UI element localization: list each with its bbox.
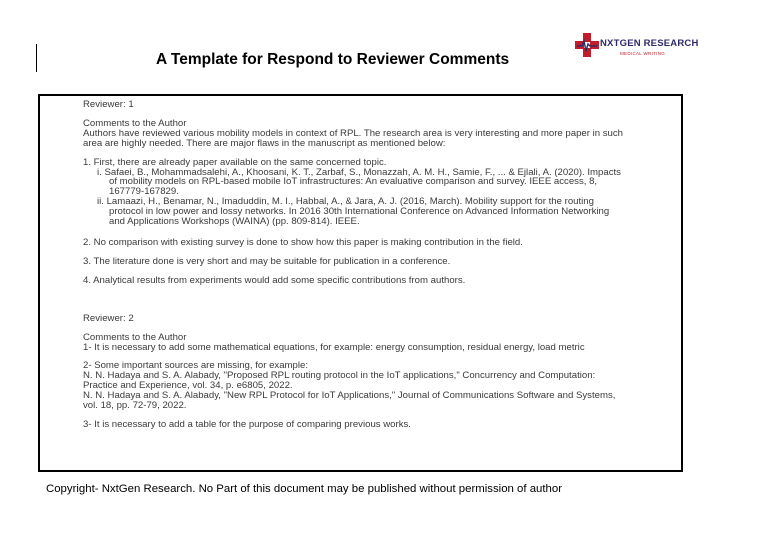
nxtgen-logo	[574, 28, 704, 68]
source-item: N. N. Hadaya and S. A. Alabady, "New RPL Protocol for IoT Applications," Journal of Communications Software and Systems, vol. 18, pp. 72-79, 2022.	[83, 390, 616, 412]
reference-list	[83, 168, 623, 227]
reviewer-1-point-2: 2. No comparison with existing survey is done to show how this paper is making contribution in the field.	[83, 236, 523, 248]
reviewer-1-point-4: 4. Analytical results from experiments would add some specific contributions from authors.	[83, 274, 466, 286]
plus-cross-logo-icon	[574, 32, 600, 58]
reviewer-1-heading: Reviewer: 1	[83, 99, 134, 110]
reviewer-2-heading: Reviewer: 2	[83, 312, 134, 324]
reviewer-comments	[83, 100, 623, 430]
reference-item: i. Safaei, B., Mohammadsalehi, A., Khoosani, K. T., Zarbaf, S., Monazzah, A. M. H., Samie, F., ... & Ejlali, A. (2020). Impacts of mobility models on RPL-based mobile IoT infrastructures: An evaluative comparison and survey. IEEE access, 8, 167779-167829.	[97, 166, 621, 198]
reference-item: ii. Lamaazi, H., Benamar, N., Imaduddin, M. I., Habbal, A., & Jara, A. J. (2016, March). Mobility support for the routing protocol in low power and lossy networks. In 2016 30th International Conference on Advanced Information Networking and Applications Workshops (WAINA) (pp. 809-814). IEEE.	[97, 196, 610, 228]
reviewer-1-point-3: 3. The literature done is very short and may be suitable for publication in a conference.	[83, 255, 451, 267]
reviewer-2-point-2: 2- Some important sources are missing, for example:	[83, 360, 309, 372]
source-item: N. N. Hadaya and S. A. Alabady, "Proposed RPL routing protocol in the IoT applications," Concurrency and Computation: Practice and Experience, vol. 34, p. e6805, 2022.	[83, 370, 596, 392]
page-title: A Template for Respond to Reviewer Comments	[156, 51, 510, 68]
reviewer-2-point-3: 3- It is necessary to add a table for the purpose of comparing previous works.	[83, 418, 411, 430]
reviewer-2-point-1: 1- It is necessary to add some mathematical equations, for example: energy consumption, residual energy, load metric	[83, 341, 585, 353]
reviewer-1-intro: Authors have reviewed various mobility models in context of RPL. The research area is very interesting and more paper in such area are highly needed. There are major flaws in the manuscript as mentioned below:	[83, 127, 624, 149]
margin-rule	[36, 44, 37, 72]
copyright-footer: Copyright- NxtGen Research. No Part of this document may be published without permission of author	[46, 483, 562, 495]
logo-tagline: MEDICAL WRITING	[620, 51, 666, 56]
reviewer-1-comments-heading: Comments to the Author	[83, 117, 187, 129]
logo-brand-text: NXTGEN RESEARCH	[600, 38, 699, 49]
reviewer-1-point-1: 1. First, there are already paper available on the same concerned topic.	[83, 156, 387, 168]
reviewer-2-comments-heading: Comments to the Author	[83, 331, 187, 343]
